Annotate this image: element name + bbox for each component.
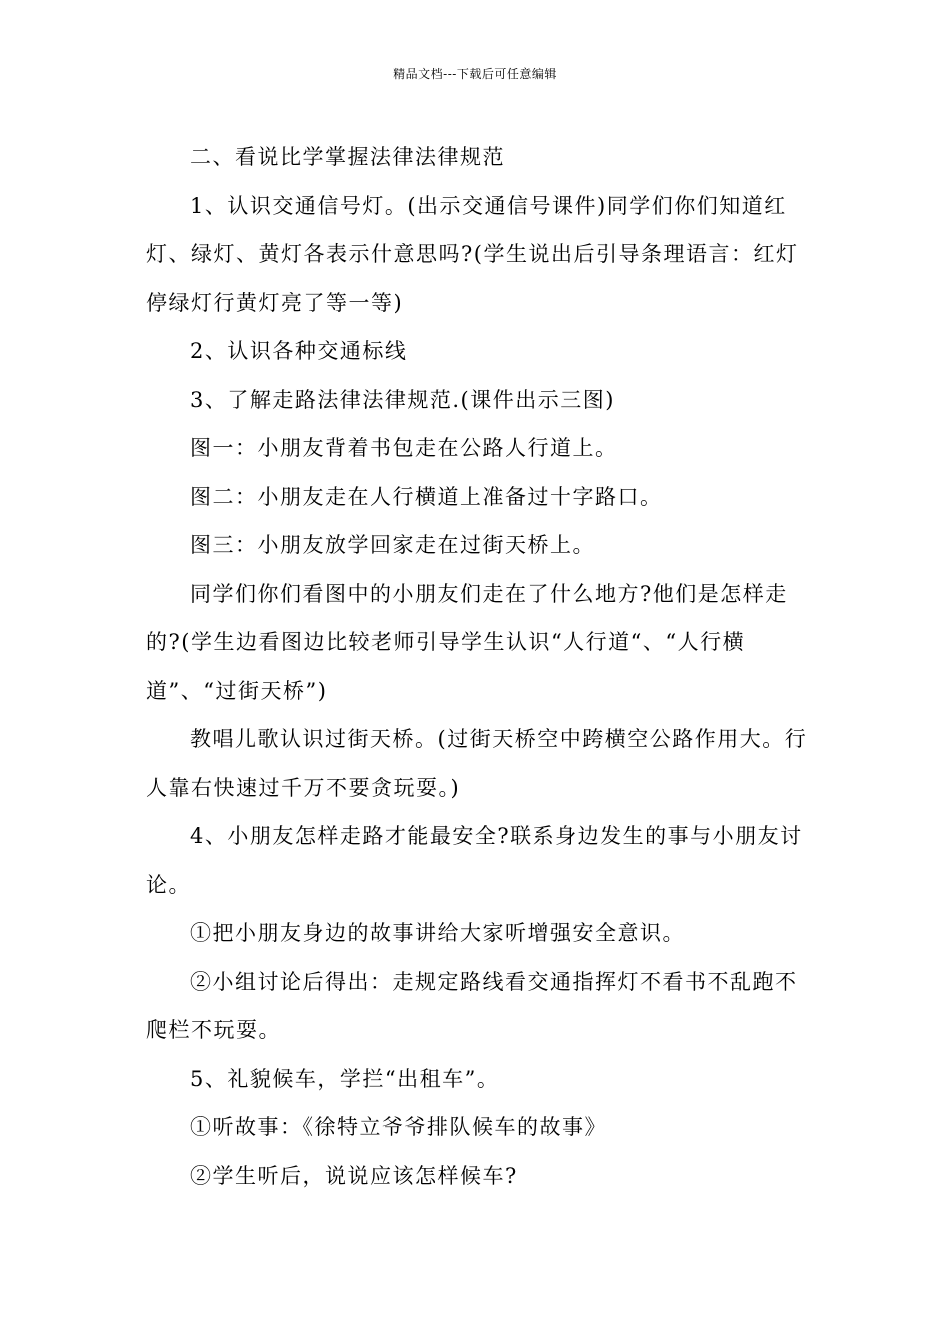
paragraph: 教唱儿歌认识过街天桥。(过街天桥空中跨横空公路作用大。行人靠右快速过千万不要贪玩耍。) bbox=[146, 727, 808, 800]
document-body bbox=[146, 133, 816, 1200]
section-heading: 二、看说比学掌握法律法律规范 bbox=[190, 145, 505, 169]
paragraph: 4、小朋友怎样走路才能最安全?联系身边发生的事与小朋友讨论。 bbox=[146, 824, 803, 897]
paragraph: ②小组讨论后得出：走规定路线看交通指挥灯不看书不乱跑不爬栏不玩耍。 bbox=[146, 969, 798, 1042]
paragraph: ①把小朋友身边的故事讲给大家听增强安全意识。 bbox=[190, 921, 685, 945]
paragraph: ①听故事：《徐特立爷爷排队候车的故事》 bbox=[190, 1115, 607, 1139]
page-header: 精品文档---下载后可任意编辑 bbox=[393, 67, 557, 81]
paragraph: 图三：小朋友放学回家走在过街天桥上。 bbox=[190, 533, 595, 557]
paragraph: ②学生听后，说说应该怎样候车? bbox=[190, 1163, 518, 1188]
paragraph: 图二：小朋友走在人行横道上准备过十字路口。 bbox=[190, 484, 663, 509]
paragraph: 同学们你们看图中的小朋友们走在了什么地方?他们是怎样走的?(学生边看图边比较老师引导学生认识“人行道“、“人行横道”、“过街天桥”) bbox=[146, 581, 788, 703]
paragraph: 3、了解走路法律法律规范.(课件出示三图) bbox=[190, 387, 615, 412]
paragraph: 图一：小朋友背着书包走在公路人行道上。 bbox=[190, 436, 618, 460]
paragraph: 5、礼貌候车，学拦“出租车”。 bbox=[190, 1066, 500, 1091]
paragraph: 1、认识交通信号灯。(出示交通信号课件)同学们你们知道红灯、绿灯、黄灯各表示什意思吗?(学生说出后引导条理语言：红灯停绿灯行黄灯亮了等一等) bbox=[146, 193, 799, 315]
paragraph: 2、认识各种交通标线 bbox=[190, 339, 408, 363]
